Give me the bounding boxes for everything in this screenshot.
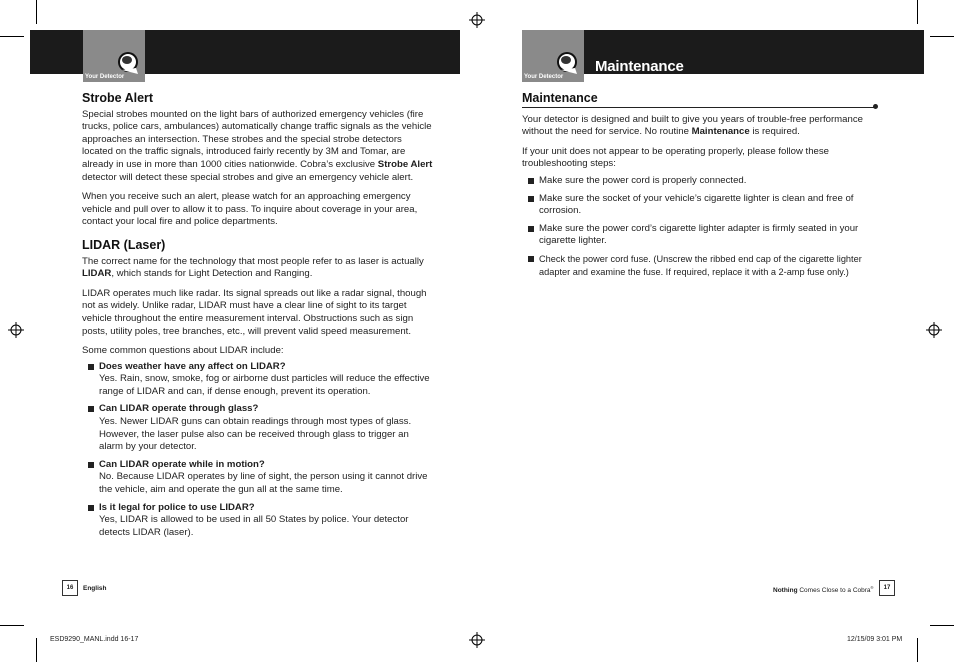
bullet-square-icon	[88, 505, 94, 511]
strobe-paragraph-1: Special strobes mounted on the light bars of authorized emergency vehicles (fire trucks, police cars, ambulances) automatically change traffic signals as the vehicle approaches an intersection. These strobes and the special strobe detectors located on the traffic signals, introduced fairly recently by 3M and Tomar, are already in use in more than 1000 cities nationwide. Cobra’s exclusive Strobe Alert detector will detect these special strobes and give an emergency vehicle alert.	[82, 108, 433, 183]
maintenance-paragraph-1: Your detector is designed and built to give you years of trouble-free performance without the need for service. No routine Maintenance is required.	[522, 113, 863, 138]
left-section-tab	[83, 30, 145, 82]
troubleshoot-bullet: Make sure the power cord’s cigarette lighter adapter is firmly seated in your cigarette lighter.	[522, 223, 866, 248]
lidar-qa-item: Can LIDAR operate while in motion? No. Because LIDAR operates by line of sight, the person using it cannot drive the vehicle, aim and operate the gun all at the same time.	[82, 459, 434, 497]
footer-tagline: Nothing Comes Close to a Cobra®	[773, 585, 874, 595]
crop-mark	[917, 638, 918, 662]
registration-target-icon	[926, 322, 942, 338]
crop-mark	[930, 36, 954, 37]
detector-icon	[555, 50, 581, 76]
lidar-qa-item: Can LIDAR operate through glass? Yes. Newer LIDAR guns can obtain readings through most types of glass. However, the laser pulse also can be received through glass to trigger an alarm by your detector.	[82, 403, 434, 453]
detector-icon	[116, 50, 142, 76]
crop-mark	[930, 625, 954, 626]
lidar-paragraph-2: LIDAR operates much like radar. Its signal spreads out like a radar signal, though not as widely. Unlike radar, LIDAR must have a clear line of sight to its target vehicle throughout the entire measurement interval. Obstructions such as sign posts, utility poles, tree branches, etc., will prevent valid speed measurement.	[82, 287, 427, 337]
strobe-heading: Strobe Alert	[82, 91, 154, 105]
header-title: Maintenance	[595, 58, 684, 75]
bullet-square-icon	[88, 364, 94, 370]
right-column	[522, 92, 866, 283]
lidar-paragraph-1: The correct name for the technology that most people refer to as laser is actually LIDAR, which stands for Light Detection and Ranging.	[82, 255, 424, 280]
left-column	[82, 92, 434, 544]
registration-target-icon	[8, 322, 24, 338]
bullet-square-icon	[528, 196, 534, 202]
registration-target-icon	[469, 632, 485, 648]
strobe-paragraph-2: When you receive such an alert, please watch for an approaching emergency vehicle and pull over to allow it to pass. To inquire about coverage in your area, contact your local fire and police departments.	[82, 191, 418, 228]
heading-rule-dot	[873, 104, 878, 109]
registration-target-icon	[469, 12, 485, 28]
crop-mark	[36, 0, 37, 24]
crop-mark	[0, 36, 24, 37]
slug-datetime: 12/15/09 3:01 PM	[847, 636, 903, 643]
bullet-square-icon	[528, 256, 534, 262]
crop-mark	[917, 0, 918, 24]
troubleshoot-bullet: Check the power cord fuse. (Unscrew the ribbed end cap of the cigarette lighter adapter and examine the fuse. If required, replace it with a 2-amp fuse only.)	[522, 253, 866, 278]
tab-label: Your Detector	[524, 74, 564, 80]
bullet-square-icon	[88, 406, 94, 412]
footer-language: English	[83, 585, 107, 592]
page-number-left: 16	[62, 580, 78, 596]
crop-mark	[36, 638, 37, 662]
lidar-heading: LIDAR (Laser)	[82, 237, 166, 252]
tab-label: Your Detector	[85, 74, 125, 80]
troubleshoot-bullet: Make sure the socket of your vehicle’s cigarette lighter is clean and free of corrosion.	[522, 193, 866, 218]
bullet-square-icon	[88, 462, 94, 468]
heading-rule	[522, 107, 874, 108]
maintenance-paragraph-2: If your unit does not appear to be operating properly, please follow these troubleshooting steps:	[522, 145, 830, 170]
slug-filename: ESD9290_MANL.indd 16-17	[50, 636, 139, 643]
lidar-qa-item: Is it legal for police to use LIDAR? Yes, LIDAR is allowed to be used in all 50 States by police. Your detector detects LIDAR (laser).	[82, 502, 434, 540]
page-number-right: 17	[879, 580, 895, 596]
crop-mark	[0, 625, 24, 626]
lidar-paragraph-3: Some common questions about LIDAR include:	[82, 345, 284, 357]
bullet-square-icon	[528, 226, 534, 232]
troubleshoot-bullet: Make sure the power cord is properly connected.	[522, 175, 866, 188]
bullet-square-icon	[528, 178, 534, 184]
maintenance-heading: Maintenance	[522, 91, 598, 105]
right-section-tab	[522, 30, 584, 82]
lidar-qa-item: Does weather have any affect on LIDAR? Yes. Rain, snow, smoke, fog or airborne dust particles will reduce the effective range of LIDAR and can, if dense enough, prevent its operation.	[82, 361, 434, 399]
